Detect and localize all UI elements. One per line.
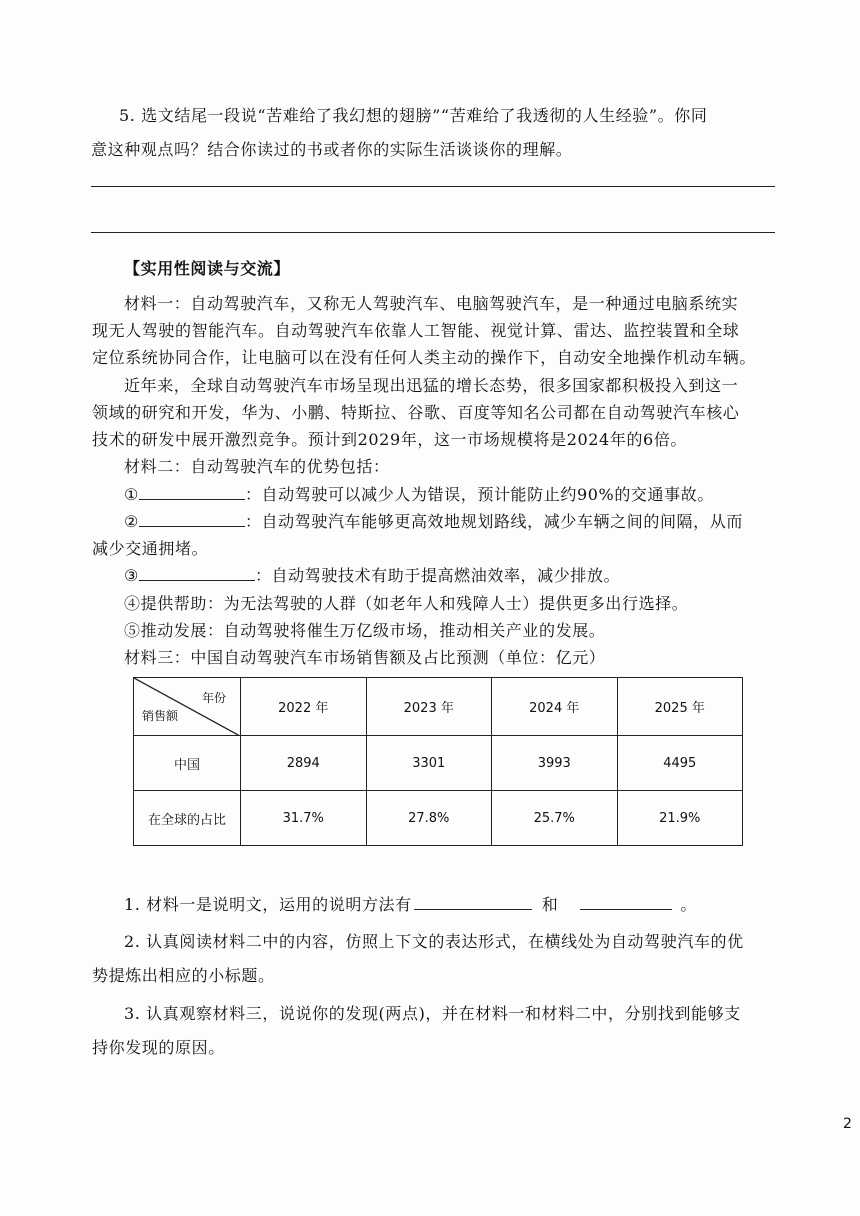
year-header: 2022 年 (241, 678, 367, 736)
header-year-label: 年份 (201, 691, 226, 705)
answer-line-1[interactable] (91, 186, 775, 187)
item2-text: ：自动驾驶汽车能够更高效地规划路线，减少车辆之间的间隔，从而 (244, 512, 743, 531)
material1-p1-line1: 材料一：自动驾驶汽车，又称无人驾驶汽车、电脑驾驶汽车，是一种通过电脑系统实 (124, 294, 739, 313)
item2-number: ② (124, 512, 139, 531)
table-cell: 4495 (617, 736, 743, 791)
q1-blank-2[interactable] (580, 892, 672, 910)
material2-item-4: ④提供帮助：为无法驾驶的人群（如老年人和残障人士）提供更多出行选择。 (124, 594, 689, 613)
question-1 (124, 892, 697, 918)
q1-blank-1[interactable] (414, 892, 532, 910)
year-header: 2023 年 (366, 678, 492, 736)
material1-p2-line2: 领域的研究和开发，华为、小鹏、特斯拉、谷歌、百度等知名公司都在自动驾驶汽车核心 (92, 403, 740, 422)
table-row (134, 791, 743, 846)
material2-intro: 材料二：自动驾驶汽车的优势包括： (124, 457, 390, 476)
material1-p1-line3: 定位系统协同合作，让电脑可以在没有任何人类主动的操作下，自动安全地操作机动车辆。 (92, 348, 757, 367)
material2-item-1 (124, 482, 714, 508)
table-header-row (134, 678, 743, 736)
q1-period: 。 (680, 895, 697, 914)
material2-item-5: ⑤推动发展：自动驾驶将催生万亿级市场，推动相关产业的发展。 (124, 621, 606, 640)
item1-number: ① (124, 485, 139, 504)
item1-blank[interactable] (139, 482, 245, 500)
question-2-line1: 2. 认真阅读材料二中的内容，仿照上下文的表达形式，在横线处为自动驾驶汽车的优 (124, 932, 744, 951)
table-cell: 2894 (241, 736, 367, 791)
question-3-line1: 3. 认真观察材料三，说说你的发现(两点)，并在材料一和材料二中，分别找到能够支 (124, 1004, 741, 1023)
question-2-line2: 势提炼出相应的小标题。 (92, 966, 275, 985)
section-title: 【实用性阅读与交流】 (124, 259, 291, 278)
sales-table (133, 677, 743, 846)
row-label: 中国 (134, 736, 241, 791)
item2-blank[interactable] (139, 509, 245, 527)
question-3-line2: 持你发现的原因。 (92, 1038, 225, 1057)
table-row (134, 736, 743, 791)
diagonal-header-cell (134, 678, 241, 736)
table-cell: 3993 (492, 736, 618, 791)
material2-item-2-continued: 减少交通拥堵。 (92, 539, 209, 558)
q1-and: 和 (541, 895, 559, 914)
material1-p2-line3: 技术的研发中展开激烈竞争。预计到2029年，这一市场规模将是2024年的6倍。 (92, 430, 688, 449)
answer-line-2[interactable] (91, 232, 775, 233)
material1-p2-line1: 近年来，全球自动驾驶汽车市场呈现出迅猛的增长态势，很多国家都积极投入到这一 (124, 376, 739, 395)
item3-number: ③ (124, 566, 139, 585)
row-label: 在全球的占比 (134, 791, 241, 846)
year-header: 2024 年 (492, 678, 618, 736)
material3-title: 材料三：中国自动驾驶汽车市场销售额及占比预测（单位：亿元） (124, 648, 606, 667)
material2-item-3 (124, 563, 620, 589)
material1-p1-line2: 现无人驾驶的智能汽车。自动驾驶汽车依靠人工智能、视觉计算、雷达、监控装置和全球 (92, 321, 740, 340)
q1-text: 1. 材料一是说明文，运用的说明方法有 (124, 895, 412, 914)
item3-text: ：自动驾驶技术有助于提高燃油效率，减少排放。 (254, 566, 621, 585)
material2-item-2 (124, 509, 743, 535)
table-cell: 21.9% (617, 791, 743, 846)
header-sales-label: 销售额 (142, 709, 179, 723)
item3-blank[interactable] (139, 563, 255, 581)
table-cell: 25.7% (492, 791, 618, 846)
q5-line-1: 5. 选文结尾一段说“苦难给了我幻想的翅膀”“苦难给了我透彻的人生经验”。你同 (119, 106, 708, 125)
page-number: 2 (843, 1116, 852, 1132)
q5-line-2: 意这种观点吗？结合你读过的书或者你的实际生活谈谈你的理解。 (91, 140, 573, 159)
year-header: 2025 年 (617, 678, 743, 736)
table-cell: 27.8% (366, 791, 492, 846)
table-cell: 31.7% (241, 791, 367, 846)
item1-text: ：自动驾驶可以减少人为错误，预计能防止约90%的交通事故。 (244, 485, 714, 504)
table-cell: 3301 (366, 736, 492, 791)
